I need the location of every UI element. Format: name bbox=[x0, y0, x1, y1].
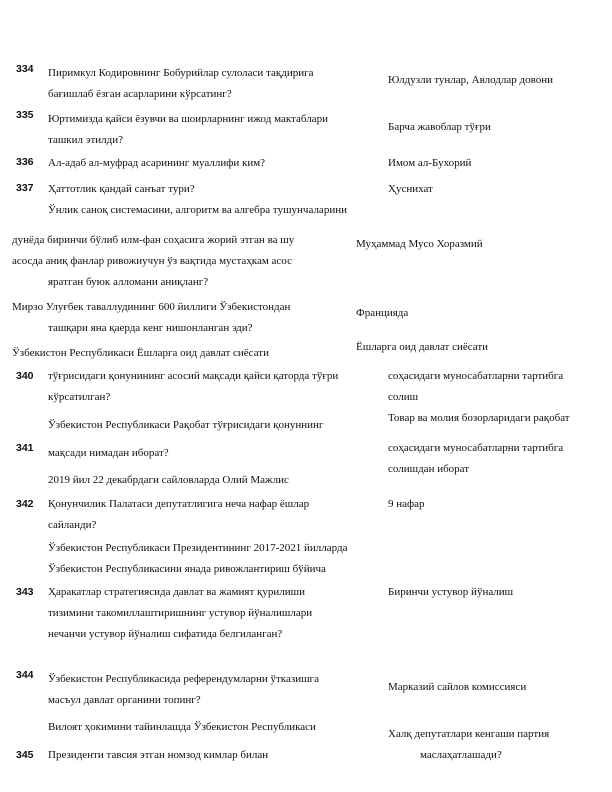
answer-text: Халқ депутатлари кенгаши партия bbox=[388, 728, 550, 740]
question-text: асосда аниқ фанлар ривожиучун ўз вақтида мустаҳкам асос bbox=[12, 255, 292, 267]
question-text: сайланди? bbox=[48, 519, 97, 531]
question-number: 337 bbox=[16, 182, 34, 194]
question-text: тўғрисидаги қонунининг асосий мақсади қайси қаторда тўғри bbox=[48, 370, 339, 382]
answer-text: Юлдузли тунлар, Авлодлар довони bbox=[388, 74, 554, 86]
answer-text: Биринчи устувор йўналиш bbox=[388, 586, 514, 598]
question-text: Пиримкул Кодировнинг Бобурийлар сулоласи тақдирига bbox=[48, 67, 314, 79]
question-text: Мирзо Улуғбек таваллудининг 600 йиллиги Ўзбекистондан bbox=[12, 301, 291, 313]
question-number: 344 bbox=[16, 669, 34, 681]
answer-text: Товар ва молия бозорларидаги рақобат bbox=[388, 412, 570, 424]
question-text: Ҳаттотлик қандай санъат тури? bbox=[48, 183, 195, 195]
question-text: кўрсатилган? bbox=[48, 391, 111, 403]
question-text: яратган буюк алломани аниқланг? bbox=[48, 276, 209, 288]
question-text: Ўзбекистон Республикаси Ёшларга оид давлат сиёсати bbox=[12, 347, 269, 359]
question-number: 343 bbox=[16, 586, 34, 598]
question-text: мақсади нимадан иборат? bbox=[48, 447, 169, 459]
question-text: Ал-адаб ал-муфрад асарининг муаллифи ким? bbox=[48, 157, 266, 169]
answer-text: солишдан иборат bbox=[388, 463, 470, 475]
question-number: 342 bbox=[16, 498, 34, 510]
question-text: Вилоят ҳокимини тайинлашда Ўзбекистон Республикаси bbox=[48, 721, 316, 733]
question-text: Президенти тавсия этган номзод кимлар билан bbox=[48, 749, 269, 761]
answer-text: Марказий сайлов комиссияси bbox=[388, 681, 527, 693]
answer-text: Францияда bbox=[356, 307, 409, 319]
question-number: 341 bbox=[16, 442, 34, 454]
question-text: Қонунчилик Палатаси депутатлигига неча нафар ёшлар bbox=[48, 498, 310, 510]
question-text: Ўзбекистон Республикасини янада ривожлантириш бўйича bbox=[48, 563, 326, 575]
question-text: ташкил этилди? bbox=[48, 134, 124, 146]
question-text: Ўзбекистон Республикаси Рақобат тўғрисидаги қонуннинг bbox=[48, 419, 324, 431]
answer-text: 9 нафар bbox=[388, 498, 425, 510]
question-text: 2019 йил 22 декабрдаги сайловларда Олий Мажлис bbox=[48, 474, 289, 486]
answer-text: соҳасидаги муносабатларни тартибга bbox=[388, 442, 564, 454]
answer-text: Ҳуснихат bbox=[388, 183, 433, 195]
question-number: 336 bbox=[16, 156, 34, 168]
answer-text: солиш bbox=[388, 391, 419, 403]
question-text: ташқари яна қаерда кенг нишонланган эди? bbox=[48, 322, 253, 334]
question-text: бағишлаб ёзган асарларини кўрсатинг? bbox=[48, 88, 232, 100]
question-text: Ўнлик саноқ системасини, алгоритм ва алгебра тушунчаларини bbox=[48, 204, 347, 216]
answer-text: соҳасидаги муносабатларни тартибга bbox=[388, 370, 564, 382]
answer-text: Барча жавоблар тўғри bbox=[388, 121, 491, 133]
answer-text: Ёшларга оид давлат сиёсати bbox=[356, 341, 489, 353]
question-text: дунёда биринчи бўлиб илм-фан соҳасига жорий этган ва шу bbox=[12, 234, 295, 246]
answer-text: Муҳаммад Мусо Хоразмий bbox=[356, 238, 483, 250]
question-number: 334 bbox=[16, 63, 34, 75]
question-text: Ҳаракатлар стратегиясида давлат ва жамият қурилиши bbox=[48, 586, 305, 598]
question-number: 345 bbox=[16, 749, 34, 761]
question-number: 340 bbox=[16, 370, 34, 382]
question-text: масъул давлат органини топинг? bbox=[48, 694, 201, 706]
question-text: тизимини такомиллаштиришнинг устувор йўналишлари bbox=[48, 607, 313, 619]
answer-text: Имом ал-Бухорий bbox=[388, 157, 472, 169]
question-text: нечанчи устувор йўналиш сифатида белгиланган? bbox=[48, 628, 283, 640]
question-number: 335 bbox=[16, 109, 34, 121]
question-text: Ўзбекистон Республикасида референдумларни ўтказишга bbox=[48, 673, 319, 685]
answer-text: маслаҳатлашади? bbox=[420, 749, 502, 761]
question-text: Ўзбекистон Республикаси Президентининг 2017-2021 йилларда bbox=[48, 542, 348, 554]
question-text: Юртимизда қайси ёзувчи ва шоирларнинг ижод мактаблари bbox=[48, 113, 328, 125]
